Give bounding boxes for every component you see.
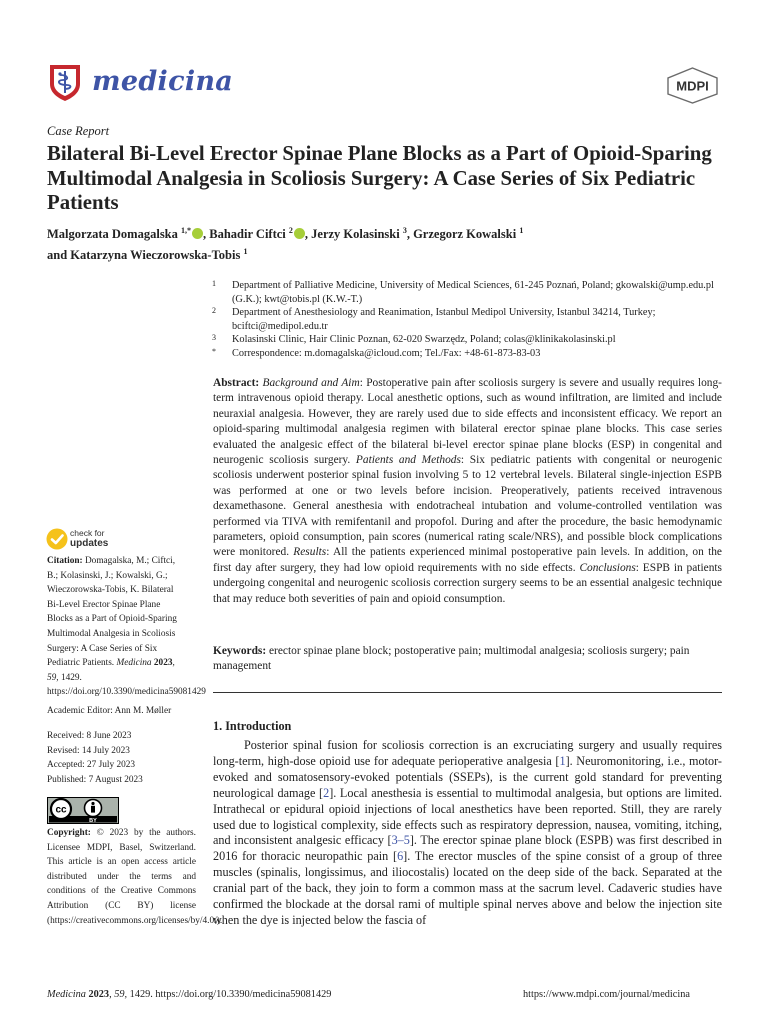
orcid-icon[interactable] [294,228,305,239]
citation-text: Domagalska, M.; Ciftci, B.; Kolasinski, J.; Kowalski, G.; Wieczorowska-Tobis, K. Bilateral Bi-Level Erector Spinae Plane Blocks as a Part of Opioid-Sparing Multimodal Analgesia in Scoliosis Surgery: A Case Series of Six Pediatric Patients. [47,556,177,669]
section-divider [213,692,722,693]
cc-by-license-icon[interactable] [47,797,119,824]
affiliation-text: Department of Palliative Medicine, University of Medical Sciences, 61-245 Poznań, Poland; gkowalski@ump.edu.pl (G.K.); kwt@tobis.pl (K.W.-T.) [232,280,714,305]
author-affiliation-mark: 2 [288,226,293,235]
check-updates-icon [46,527,68,551]
author-separator: , [406,227,414,241]
abstract-methods-text: : Six pediatric patients with congenital or neurogenic scoliosis underwent posterior spinal fusion involving 5 to 12 vertebral levels. Bilateral single-injection ESPB was performed at one or two levels before incision. Preoperatively, patients received intravenous dexamethasone. General anesthesia with endotracheal intubation and volume-controlled ventilation was performed via TIVA with remifentanil and propofol. During and after the procedure, the basic hemodynamic parameters, opioid consumption, pain scores (numerical rating scale/NRS), and possible block complications were monitored. [213,454,722,559]
affiliation-text: Department of Anesthesiology and Reanimation, Istanbul Medipol University, Istanbul 34214, Turkey; bciftci@medipol.edu.tr [232,307,656,332]
citation-volume: , 59, [47,658,175,683]
abstract [213,376,722,607]
abstract-background-label: Background and Aim [262,377,360,389]
introduction-paragraph [213,738,722,929]
citation-block [47,554,206,700]
footer-citation [47,989,331,1000]
author-affiliation-mark: 1 [519,226,524,235]
intro-text-5: ]. The erector muscles of the spine consist of a group of three muscles (spinalis, longissimus, and iliocostalis) located on the deep side of the back. Separated at the cranial part of the back, they join to form a common mass at the sacrum level. Cadaveric studies have confirmed the blockade at the dorsal rami of multiple spinal nerves above and below the injection site when the dye is injected below the fascia of [213,849,722,927]
footer-journal-url[interactable]: https://www.mdpi.com/journal/medicina [523,989,690,1000]
journal-name[interactable]: medicina [92,66,234,97]
svg-text:BY: BY [89,817,97,824]
intro-text-3: ]. Local anesthesia is essential to multimodal analgesia, but options are limited. Intrathecal or epidural opioid injections of local anesthetics have been reported. Still, they are rarely used due to logistical complexity, side effects such as respiratory depression, nausea, vomiting, itching, and inconsistent analgesic efficacy [ [213,785,722,848]
author-name[interactable]: Grzegorz Kowalski [413,227,517,241]
abstract-results-text: : All the patients experienced minimal postoperative pain levels. In addition, on the first day after surgery, they had low opioid requirements with no side effects. [213,546,722,574]
affiliation-mark: 2 [212,306,216,316]
orcid-icon[interactable] [192,228,203,239]
article-type: Case Report [47,124,110,138]
author-separator: , [304,227,312,241]
author-separator: , [203,227,210,241]
citation-year: 2023 [151,658,173,669]
author-name[interactable]: and Katarzyna Wieczorowska-Tobis [47,248,241,262]
keywords [213,644,722,675]
medicina-logo [47,62,83,102]
mdpi-logo[interactable] [666,67,719,104]
abstract-label: Abstract: [213,377,260,389]
citation-doi[interactable]: 1429. https://doi.org/10.3390/medicina59081429 [47,672,206,698]
check-updates-line2: updates [70,538,109,549]
introduction-heading: 1. Introduction [213,719,292,733]
affiliation-item [212,347,727,361]
received-date: Received: 8 June 2023 [47,731,132,741]
author-name[interactable]: Bahadir Ciftci [209,227,286,241]
footer-volume: , 59, [109,989,128,1000]
check-for-updates-badge[interactable] [46,527,156,553]
affiliation-item [212,306,727,333]
copyright-label: Copyright: [47,828,91,838]
citation-link[interactable]: 1 [559,753,566,768]
intro-text-1: Posterior spinal fusion for scoliosis correction is an excruciating surgery and usually requires long-term, high-dose opioid use for adequate perioperative analgesia [ [213,738,722,768]
mdpi-logo-text: MDPI [676,78,709,94]
accepted-date: Accepted: 27 July 2023 [47,760,136,771]
publication-dates [47,729,197,787]
affiliation-mark: * [212,346,216,356]
svg-text:cc: cc [55,804,67,816]
abstract-results-label: Results [293,546,327,559]
affiliation-item [212,279,727,306]
revised-date: Revised: 14 July 2023 [47,745,130,756]
abstract-conclusions-text: : ESPB in patients undergoing congenital and neurogenic scoliosis correction surgery seems to be an essential analgesic technique that may reduce both severities of pain and opioid consumption. [213,561,722,605]
footer-doi[interactable]: 1429. https://doi.org/10.3390/medicina59081429 [127,989,332,1000]
academic-editor: Academic Editor: Ann M. Møller [47,706,172,716]
keywords-text: erector spinae plane block; postoperative pain; multimodal analgesia; scoliosis surgery; pain management [213,645,690,673]
intro-text-4: ]. The erector spinae plane block (ESPB) was first described in 2016 for thoracic neuropathic pain [ [213,833,722,864]
author-affiliation-mark: 1 [243,247,248,256]
author-affiliation-mark: 3 [402,226,407,235]
article-title: Bilateral Bi-Level Erector Spinae Plane Blocks as a Part of Opioid-Sparing Multimodal Analgesia in Scoliosis Surgery: A Case Series of Six Pediatric Patients [47,142,712,214]
citation-link[interactable]: 2 [323,785,330,800]
footer-year: 2023 [85,989,110,1000]
author-list [47,222,727,264]
author-name[interactable]: Jerzy Kolasinski [311,227,400,241]
footer-journal: Medicina [47,989,86,1000]
citation-label: Citation: [47,556,83,566]
intro-text-2: ]. Neuromonitoring, i.e., motor-evoked and somatosensory-evoked potentials (SSEPs), is the current gold standard for preventing neurological damage [ [213,753,722,800]
affiliation-mark: 1 [212,279,216,288]
abstract-conclusions-label: Conclusions [579,561,636,574]
check-updates-line1: check for [70,528,105,538]
keywords-label: Keywords: [213,645,267,657]
affiliation-text: Kolasinski Clinic, Hair Clinic Poznan, 62-020 Swarzędz, Poland; colas@klinikakolasinski.pl [232,334,616,346]
affiliation-text: Correspondence: m.domagalska@icloud.com; Tel./Fax: +48-61-873-83-03 [232,347,541,359]
citation-link[interactable]: 6 [397,849,404,864]
abstract-background-text: : Postoperative pain after scoliosis surgery is severe and usually requires long-term intravenous opioid therapy. Local anesthetic options, such as wound infiltration, are limited and include neuraxial analgesia. However, they are rarely used due to side effects and inconsistent efficacy. We report an opioid-sparing multimodal analgesia regimen with bilateral erector spinae plane blocks. This case series evaluated the analgesic effect of the bilateral bi-level erector spinae plane blocks (ESP) in congenital and neurogenic scoliosis surgery. [213,377,722,467]
citation-link[interactable]: 3–5 [391,833,410,848]
copyright-notice [47,826,223,928]
affiliations [212,279,727,361]
author-affiliation-mark: 1,* [181,226,192,235]
copyright-text: © 2023 by the authors. Licensee MDPI, Basel, Switzerland. This article is an open access article distributed under the terms and conditions of the Creative Commons Attribution (CC BY) license (https://creativecommons.org/licenses/by/4.0/). [47,828,223,926]
affiliation-item [212,333,727,347]
citation-journal: Medicina [116,658,152,669]
author-name[interactable]: Malgorzata Domagalska [47,227,178,241]
published-date: Published: 7 August 2023 [47,774,143,785]
abstract-methods-label: Patients and Methods [355,454,461,467]
affiliation-mark: 3 [212,333,216,343]
